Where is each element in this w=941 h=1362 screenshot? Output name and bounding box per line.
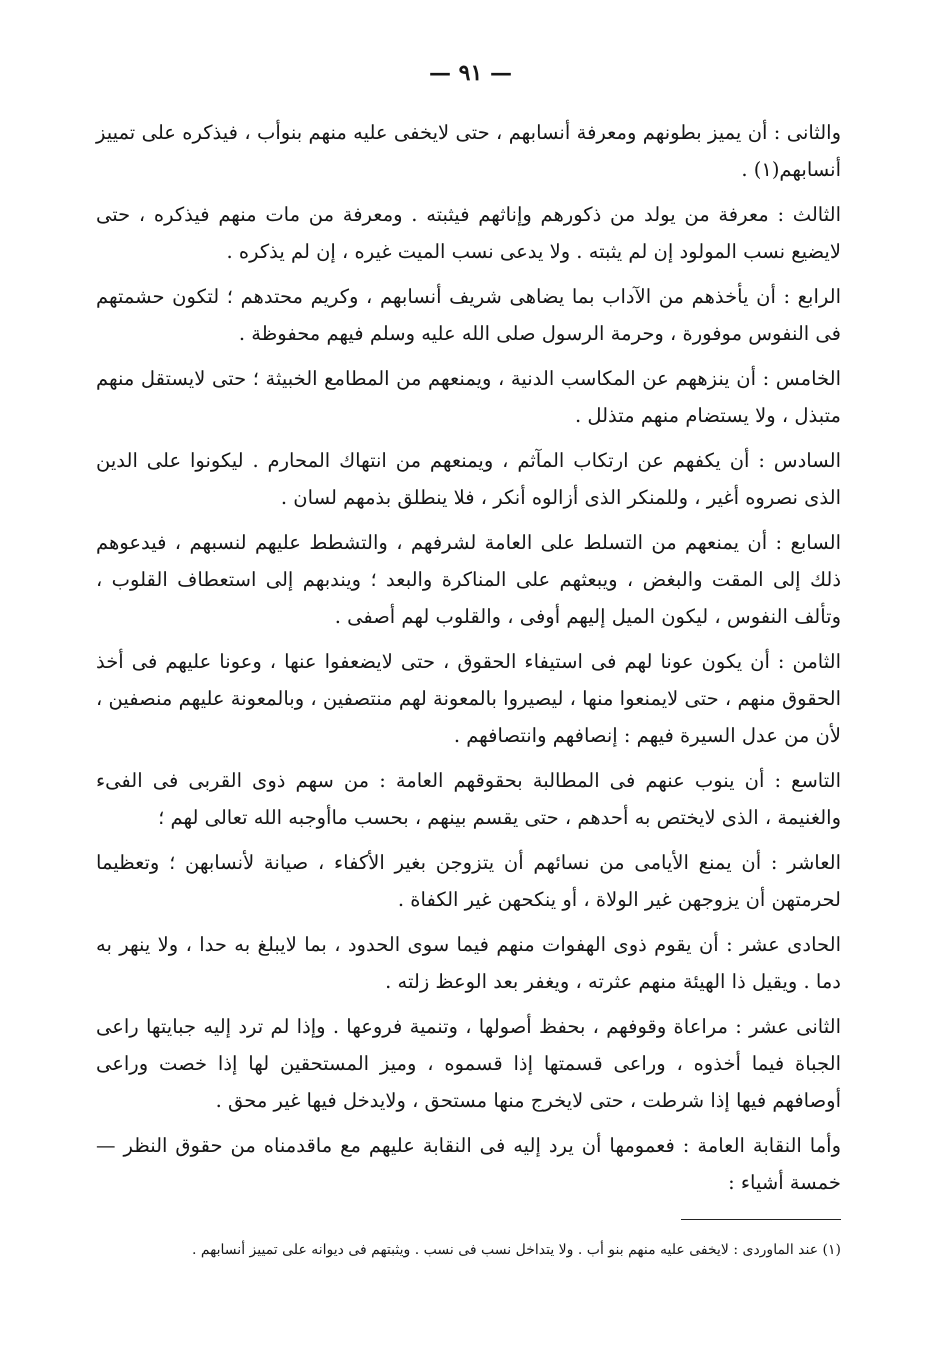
footnote-divider bbox=[681, 1219, 841, 1220]
paragraph-second: والثانى : أن يميز بطونهم ومعرفة أنسابهم ، حتى لايخفى عليه منهم بنوأب ، فيذكره على تمييز أنسابهم(١) . bbox=[96, 121, 841, 181]
paragraph-fifth: الخامس : أن ينزههم عن المكاسب الدنية ، ويمنعهم من المطامع الخبيثة ؛ حتى لايستقل منهم متبذل ، ولا يستضام منهم متذلل . bbox=[96, 367, 841, 427]
paragraph-fourth: الرابع : أن يأخذهم من الآداب بما يضاهى شريف أنسابهم ، وكريم محتدهم ؛ لتكون حشمتهم فى النفوس موفورة ، وحرمة الرسول صلى الله عليه وسلم فيهم محفوظة . bbox=[96, 285, 841, 345]
paragraph-sixth: السادس : أن يكفهم عن ارتكاب المآثم ، ويمنعهم من انتهاك المحارم . ليكونوا على الدين الذى نصروه أغير ، وللمنكر الذى أزالوه أنكر ، فلا ينطلق بذمهم لسان . bbox=[96, 449, 841, 509]
paragraph-eighth: الثامن : أن يكون عونا لهم فى استيفاء الحقوق ، حتى لايضعفوا عنها ، وعونا عليهم فى أخذ الحقوق منهم ، حتى لايمنعوا منها ، ليصيروا بالمعونة لهم منتصفين ، وبالمعونة عليهم منصفين ، لأن من عدل السيرة فيهم : إنصافهم وانتصافهم . bbox=[96, 650, 841, 747]
paragraph-third: الثالث : معرفة من يولد من ذكورهم وإناثهم فيثبته . ومعرفة من مات منهم فيذكره ، حتى لايضيع نسب المولود إن لم يثبته . ولا يدعى نسب الميت غيره ، إن لم يذكره . bbox=[96, 203, 841, 263]
paragraph-twelfth: الثانى عشر : مراعاة وقوفهم ، بحفظ أصولها ، وتنمية فروعها . وإذا لم ترد إليه جبايتها راعى الجباة فيما أخذوه ، وراعى قسمتها إذا قسموه ، وميز المستحقين لها إذا خصت وراعى أوصافهم فيها إذا شرطت ، حتى لايخرج منها مستحق ، ولايدخل فيها غير محق . bbox=[96, 1015, 841, 1112]
paragraph-ninth: التاسع : أن ينوب عنهم فى المطالبة بحقوقهم العامة : من سهم ذوى القربى فى الفىء والغنيمة ، الذى لايختص به أحدهم ، حتى يقسم بينهم ، بحسب ماأوجبه الله تعالى لهم ؛ bbox=[96, 769, 841, 829]
page-number: — ٩١ — bbox=[429, 60, 512, 86]
paragraph-general-niqaba: وأما النقابة العامة : فعمومها أن يرد إليه فى النقابة عليهم مع ماقدمناه من حقوق النظر — خمسة أشياء : bbox=[96, 1134, 841, 1194]
paragraph-eleventh: الحادى عشر : أن يقوم ذوى الهفوات منهم فيما سوى الحدود ، بما لايبلغ به حدا ، ولا ينهر به دما . ويقيل ذا الهيئة منهم عثرته ، ويغفر بعد الوعظ زلته . bbox=[96, 933, 841, 993]
body-text bbox=[96, 114, 841, 1209]
footnote: (١) عند الماوردى : لايخفى عليه منهم بنو أب . ولا يتداخل نسب فى نسب . ويثبتهم فى ديوانه على تمييز أنسابهم . bbox=[191, 1242, 841, 1258]
paragraph-seventh: السابع : أن يمنعهم من التسلط على العامة لشرفهم ، والتشطط عليهم لنسبهم ، فيدعوهم ذلك إلى المقت والبغض ، ويبعثهم على المناكرة والبعد ؛ ويندبهم إلى استعطاف القلوب ، وتألف النفوس ، ليكون الميل إليهم أوفى ، والقلوب لهم أصفى . bbox=[96, 531, 841, 628]
paragraph-tenth: العاشر : أن يمنع الأيامى من نسائهم أن يتزوجن بغير الأكفاء ، صيانة لأنسابهن ؛ وتعظيما لحرمتهن أن يزوجهن غير الولاة ، أو ينكحهن غير الكفاة . bbox=[96, 851, 841, 911]
